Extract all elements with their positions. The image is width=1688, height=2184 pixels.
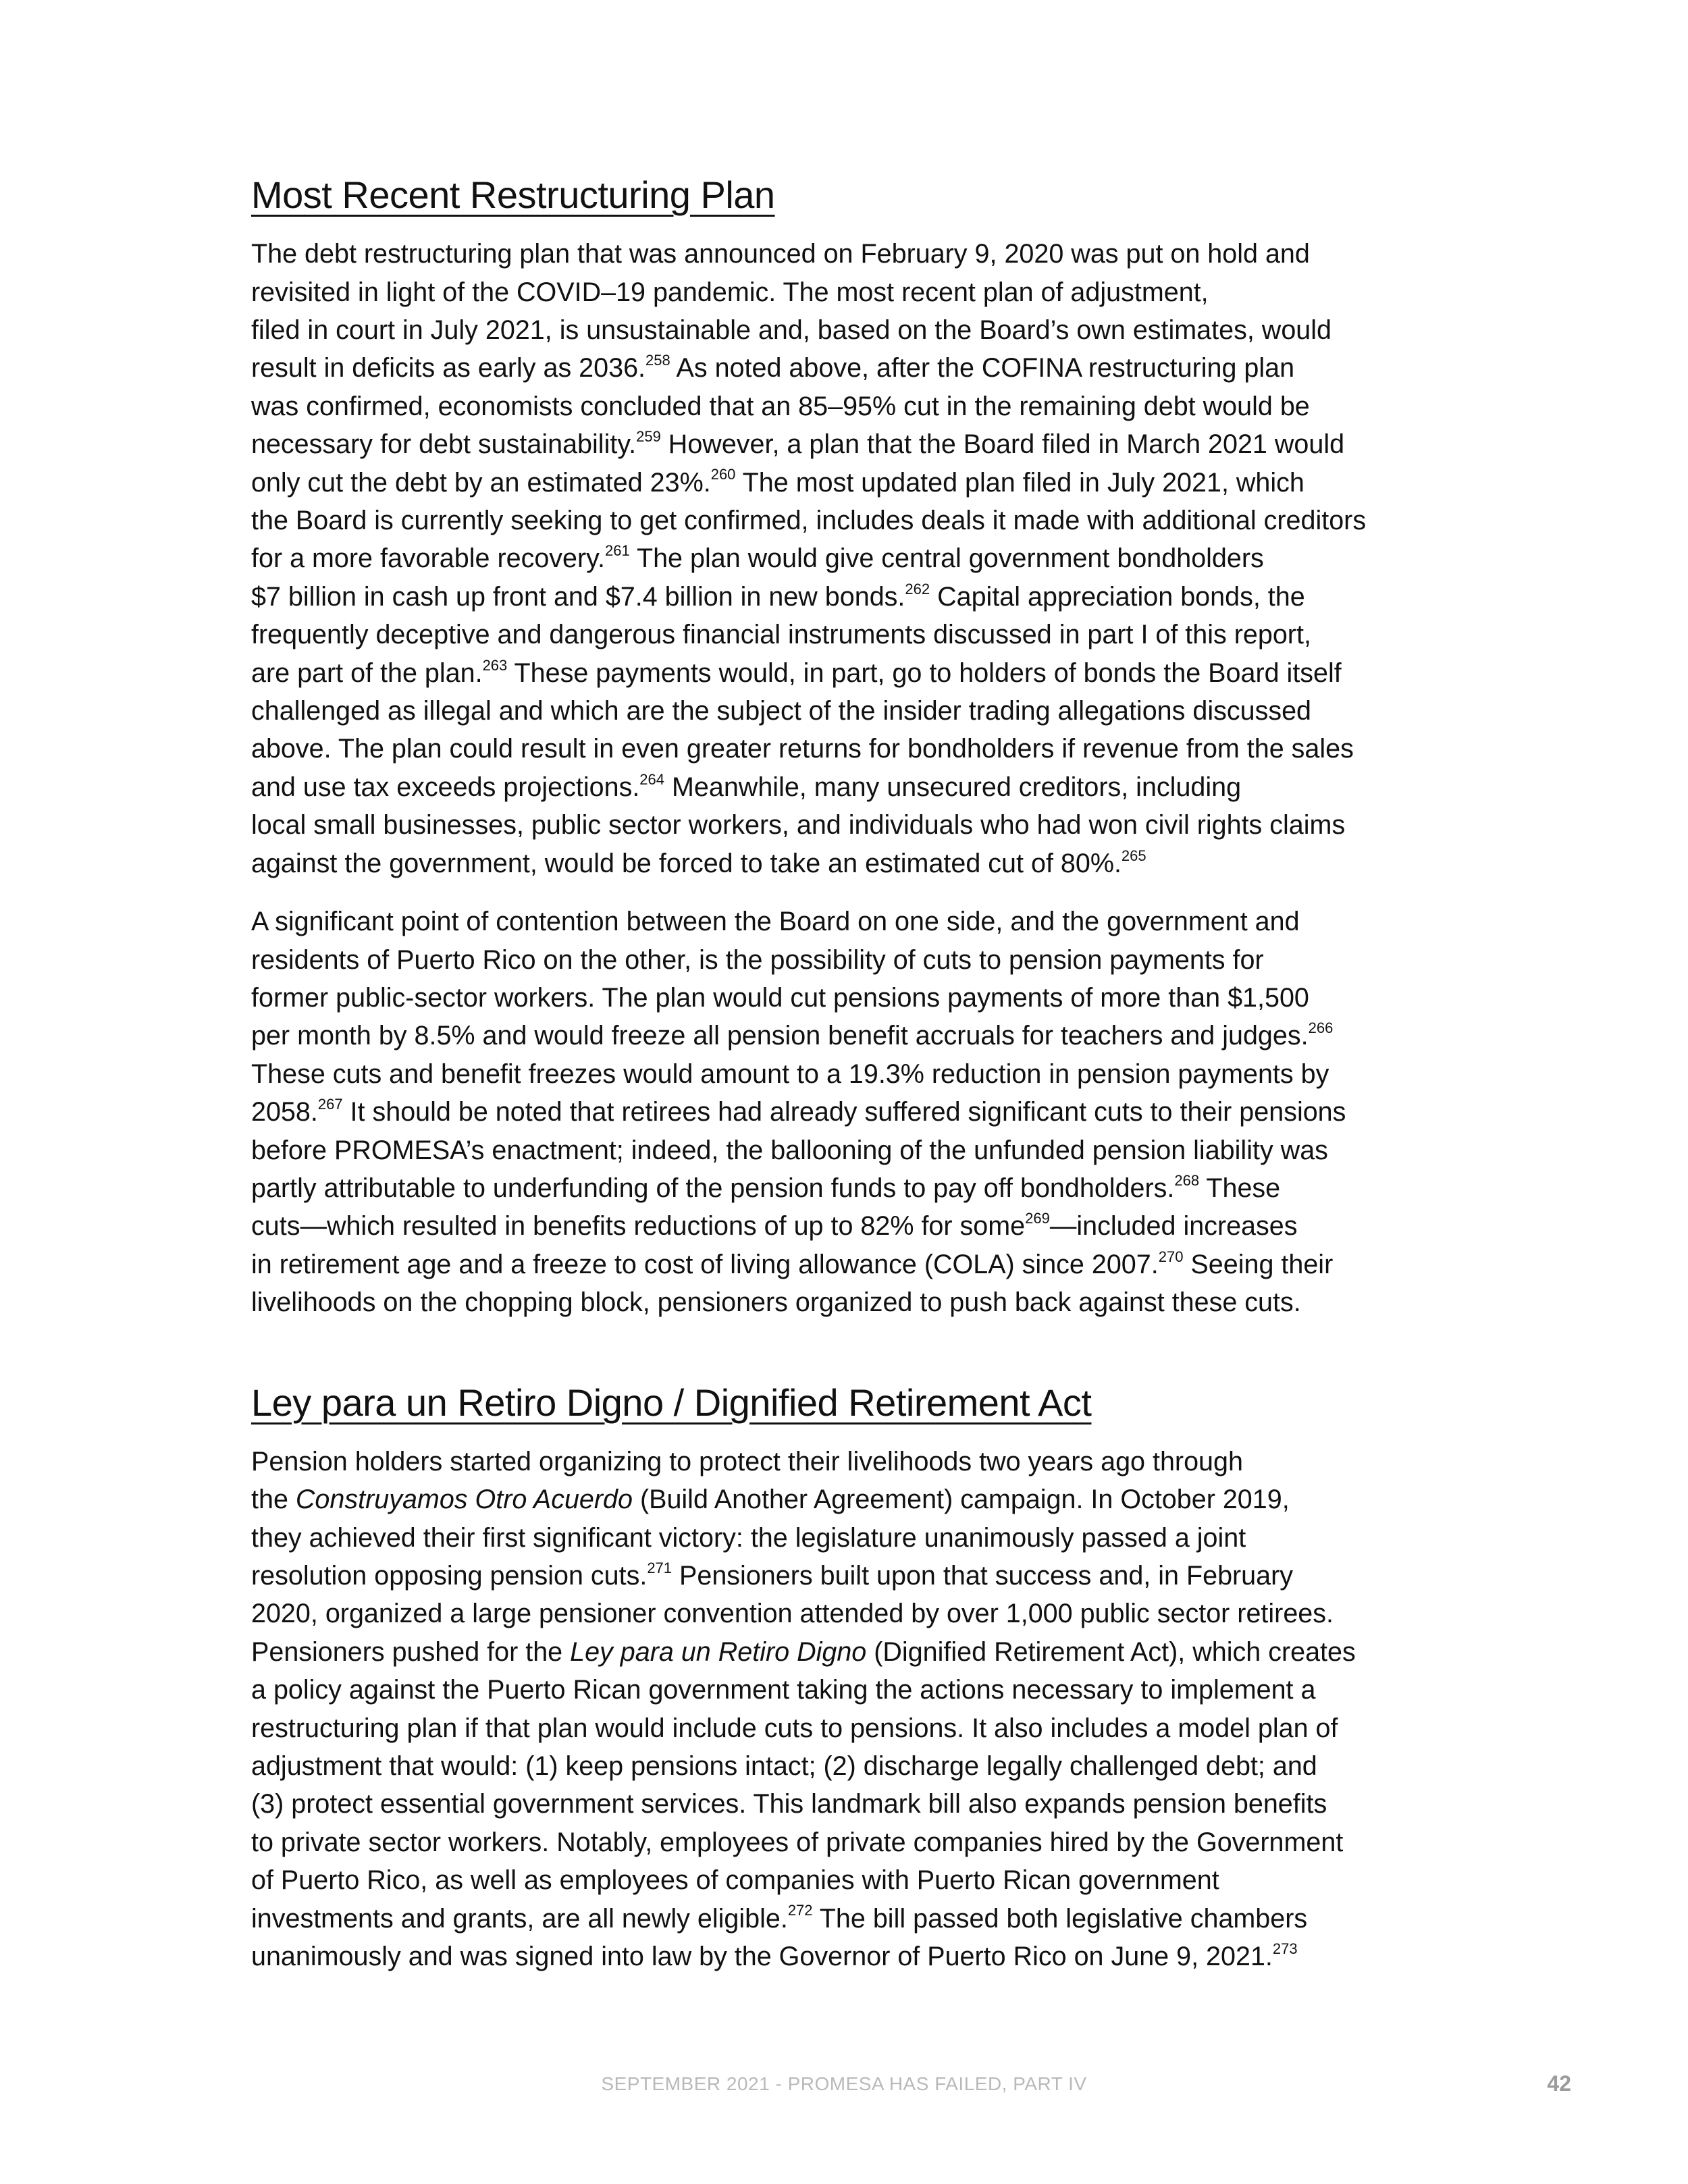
text-line: they achieved their first significant victory: the legislature unanimously passed a joint — [251, 1522, 1246, 1553]
footnote-ref-265: 265 — [1121, 847, 1146, 864]
text-line: in retirement age and a freeze to cost of living allowance (COLA) since 2007.$^{270}$ Seeing their — [251, 1248, 1334, 1279]
text-line: against the government, would be forced to take an estimated cut of 80%.$^{265}$ — [251, 847, 1146, 878]
text-line: former public-sector workers. The plan would cut pensions payments of more than $1,500 — [251, 982, 1309, 1013]
footnote-ref-267: 267 — [317, 1095, 343, 1113]
text-line: only cut the debt by an estimated 23%.$^{260}$ The most updated plan filed in July 2021, which — [251, 466, 1304, 498]
text-line: are part of the plan.$^{263}$ These payments would, in part, go to holders of bonds the Board itself — [251, 656, 1342, 688]
text-line: a policy against the Puerto Rican government taking the actions necessary to implement a — [251, 1675, 1316, 1705]
text-line: necessary for debt sustainability.$^{259}$ However, a plan that the Board filed in March 2021 would — [251, 428, 1345, 460]
text-line: challenged as illegal and which are the subject of the insider trading allegations discussed — [251, 696, 1312, 726]
footnote-ref-273: 273 — [1272, 1940, 1298, 1957]
text-line: restructuring plan if that plan would include cuts to pensions. It also includes a model plan of — [251, 1713, 1338, 1743]
text-line: The debt restructuring plan that was announced on February 9, 2020 was put on hold and — [251, 239, 1310, 269]
paragraph-pension-cuts — [251, 903, 1440, 1321]
text-line: to private sector workers. Notably, employees of private companies hired by the Government — [251, 1827, 1344, 1857]
text-line: the Construyamos Otro Acuerdo (Build Another Agreement) campaign. In October 2019, — [251, 1485, 1290, 1515]
text-line: residents of Puerto Rico on the other, is the possibility of cuts to pension payments for — [251, 944, 1264, 975]
paragraph-restructuring-plan — [251, 235, 1440, 882]
text-line: above. The plan could result in even greater returns for bondholders if revenue from the sales — [251, 734, 1354, 764]
text-line: These cuts and benefit freezes would amount to a 19.3% reduction in pension payments by — [251, 1059, 1329, 1089]
section-heading-dignified-retirement-act: Ley para un Retiro Digno / Dignified Retirement Act — [251, 1381, 1092, 1424]
footnote-ref-260: 260 — [710, 466, 736, 483]
footer-title: SEPTEMBER 2021 - PROMESA HAS FAILED, PART IV — [601, 2073, 1087, 2094]
text-line: livelihoods on the chopping block, pensioners organized to push back against these cuts. — [251, 1287, 1301, 1318]
text-line: of Puerto Rico, as well as employees of companies with Puerto Rican government — [251, 1865, 1219, 1896]
footnote-ref-266: 266 — [1308, 1019, 1334, 1037]
text-line: 2058.$^{267}$ It should be noted that retirees had already suffered significant cuts to their pensions — [251, 1095, 1346, 1127]
text-line: frequently deceptive and dangerous financial instruments discussed in part I of this report, — [251, 620, 1311, 650]
footnote-ref-261: 261 — [604, 542, 630, 560]
text-line: and use tax exceeds projections.$^{264}$ Meanwhile, many unsecured creditors, including — [251, 770, 1242, 802]
text-line: partly attributable to underfunding of the pension funds to pay off bondholders.$^{268}$ These — [251, 1171, 1281, 1203]
text-line: before PROMESA’s enactment; indeed, the ballooning of the unfunded pension liability was — [251, 1135, 1328, 1165]
footnote-ref-259: 259 — [636, 428, 661, 446]
text-line: revisited in light of the COVID–19 pandemic. The most recent plan of adjustment, — [251, 277, 1209, 307]
text-line: investments and grants, are all newly eligible.$^{272}$ The bill passed both legislative chambers — [251, 1902, 1308, 1934]
footnote-ref-258: 258 — [645, 352, 670, 369]
footnote-ref-262: 262 — [905, 580, 930, 597]
footnote-ref-263: 263 — [482, 656, 508, 674]
page-footer — [0, 2073, 1688, 2100]
footnote-ref-270: 270 — [1158, 1248, 1184, 1265]
text-line: $7 billion in cash up front and $7.4 billion in new bonds.$^{262}$ Capital appreciation bonds, the — [251, 580, 1305, 612]
footnote-ref-272: 272 — [787, 1902, 813, 1919]
text-line: (3) protect essential government services. This landmark bill also expands pension benefits — [251, 1789, 1327, 1819]
section-heading-restructuring-plan: Most Recent Restructuring Plan — [251, 174, 775, 216]
text-line: A significant point of contention between the Board on one side, and the government and — [251, 907, 1300, 937]
footnote-ref-271: 271 — [647, 1559, 672, 1576]
text-line: result in deficits as early as 2036.$^{258}$ As noted above, after the COFINA restructuring plan — [251, 352, 1295, 383]
text-line: 2020, organized a large pensioner convention attended by over 1,000 public sector retirees. — [251, 1599, 1334, 1629]
text-line: per month by 8.5% and would freeze all pension benefit accruals for teachers and judges.$^{266}$ — [251, 1019, 1334, 1051]
text-line: filed in court in July 2021, is unsustainable and, based on the Board’s own estimates, would — [251, 315, 1332, 345]
text-line: unanimously and was signed into law by the Governor of Puerto Rico on June 9, 2021.$^{273}$ — [251, 1940, 1298, 1972]
text-line: resolution opposing pension cuts.$^{271}$ Pensioners built upon that success and, in February — [251, 1559, 1294, 1591]
text-line: for a more favorable recovery.$^{261}$ The plan would give central government bondholders — [251, 542, 1264, 574]
paragraph-dignified-retirement-act — [251, 1443, 1440, 1976]
text-line: Pensioners pushed for the Ley para un Retiro Digno (Dignified Retirement Act), which creates — [251, 1636, 1356, 1667]
footnote-ref-268: 268 — [1174, 1171, 1200, 1189]
text-line: the Board is currently seeking to get confirmed, includes deals it made with additional creditors — [251, 506, 1367, 536]
text-line: cuts—which resulted in benefits reductions of up to 82% for some$^{269}$—included increases — [251, 1210, 1298, 1242]
text-line: was confirmed, economists concluded that an 85–95% cut in the remaining debt would be — [251, 391, 1310, 421]
text-line: adjustment that would: (1) keep pensions intact; (2) discharge legally challenged debt; and — [251, 1751, 1317, 1781]
footnote-ref-269: 269 — [1025, 1210, 1050, 1227]
document-page — [251, 172, 1440, 1975]
text-line: local small businesses, public sector workers, and individuals who had won civil rights claims — [251, 810, 1346, 841]
text-line: Pension holders started organizing to protect their livelihoods two years ago through — [251, 1446, 1243, 1476]
page-number: 42 — [1547, 2071, 1571, 2096]
footnote-ref-264: 264 — [639, 770, 665, 788]
